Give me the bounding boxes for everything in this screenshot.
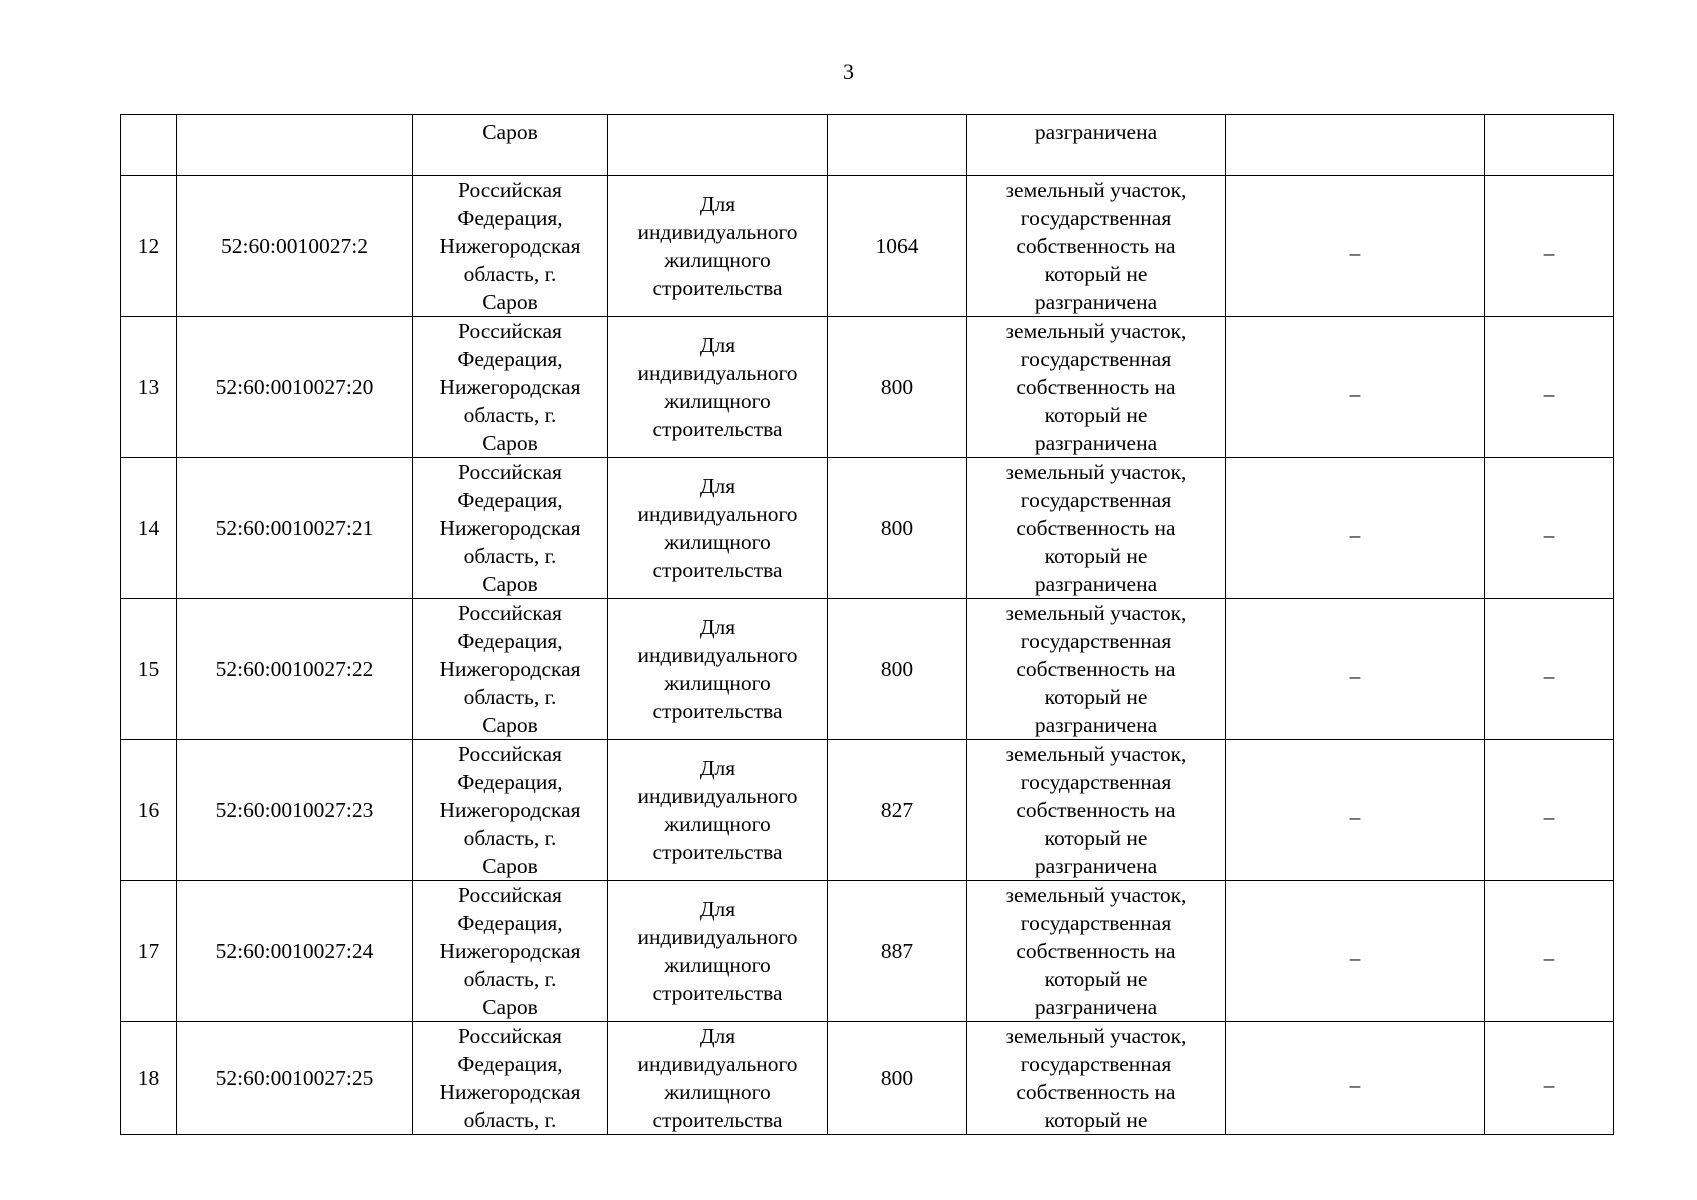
cell-cadastral-number: 52:60:0010027:21 bbox=[177, 458, 413, 599]
cell-no bbox=[121, 115, 177, 176]
cell-address-line: область, г. bbox=[463, 967, 557, 991]
cell-ownership bbox=[967, 599, 1226, 740]
cell-col8: _ bbox=[1485, 317, 1614, 458]
cell-address-line: Саров bbox=[482, 290, 538, 314]
cell-permitted-use-line: жилищного bbox=[664, 1080, 771, 1104]
cell-area: 1064 bbox=[828, 176, 967, 317]
cell-no: 18 bbox=[121, 1022, 177, 1135]
cell-ownership-line: который не bbox=[1044, 685, 1148, 709]
cell-cadastral-number: 52:60:0010027:20 bbox=[177, 317, 413, 458]
cell-area: 800 bbox=[828, 458, 967, 599]
cell-address-line: область, г. bbox=[463, 262, 557, 286]
cell-col8: _ bbox=[1485, 1022, 1614, 1135]
cell-ownership-line: который не bbox=[1044, 544, 1148, 568]
cell-ownership-line: собственность на bbox=[1016, 234, 1176, 258]
cell-ownership-line: государственная bbox=[1020, 770, 1172, 794]
cell-ownership bbox=[967, 1022, 1226, 1135]
cell-cadastral-number: 52:60:0010027:2 bbox=[177, 176, 413, 317]
cell-cadastral-number: 52:60:0010027:25 bbox=[177, 1022, 413, 1135]
cell-address-line: Федерация, bbox=[457, 1052, 563, 1076]
cell-col8: _ bbox=[1485, 740, 1614, 881]
cell-address-line: область, г. bbox=[463, 1108, 557, 1132]
cell-ownership-line: разграничена bbox=[1034, 572, 1158, 596]
cell-ownership-line: земельный участок, bbox=[1005, 460, 1187, 484]
cell-address-line: Российская bbox=[458, 1024, 562, 1048]
cell-col7: _ bbox=[1226, 740, 1485, 881]
cell-permitted-use bbox=[608, 176, 828, 317]
cell-address-line: Саров bbox=[482, 431, 538, 455]
cell-permitted-use-line: жилищного bbox=[664, 248, 771, 272]
cell-ownership-line: который не bbox=[1044, 826, 1148, 850]
cell-permitted-use-line: жилищного bbox=[664, 812, 771, 836]
cell-address-line: область, г. bbox=[463, 544, 557, 568]
cell-permitted-use bbox=[608, 115, 828, 176]
cell-address-line: Саров bbox=[482, 572, 538, 596]
table-row bbox=[121, 881, 1614, 1022]
cell-permitted-use bbox=[608, 599, 828, 740]
cell-permitted-use bbox=[608, 1022, 828, 1135]
cell-permitted-use-line: индивидуального bbox=[637, 643, 798, 667]
cell-ownership-line: государственная bbox=[1020, 347, 1172, 371]
table-row bbox=[121, 176, 1614, 317]
cell-ownership bbox=[967, 458, 1226, 599]
cell-ownership-line: собственность на bbox=[1016, 798, 1176, 822]
cell-permitted-use-line: Для bbox=[699, 192, 736, 216]
land-plot-table bbox=[120, 114, 1614, 1135]
cell-col8: _ bbox=[1485, 881, 1614, 1022]
cell-ownership-line: земельный участок, bbox=[1005, 1024, 1187, 1048]
cell-permitted-use bbox=[608, 458, 828, 599]
cell-permitted-use-line: Для bbox=[699, 474, 736, 498]
cell-ownership-line: собственность на bbox=[1016, 939, 1176, 963]
cell-address-line: Федерация, bbox=[457, 206, 563, 230]
cell-col8: _ bbox=[1485, 176, 1614, 317]
cell-permitted-use-line: индивидуального bbox=[637, 925, 798, 949]
continuation-row bbox=[121, 115, 1614, 176]
cell-address-line: Федерация, bbox=[457, 629, 563, 653]
cell-col7: _ bbox=[1226, 317, 1485, 458]
cell-permitted-use-line: строительства bbox=[652, 981, 783, 1005]
cell-address bbox=[413, 599, 608, 740]
cell-address-line: Российская bbox=[458, 178, 562, 202]
cell-address-line: Нижегородская bbox=[439, 1080, 581, 1104]
cell-address-line: область, г. bbox=[463, 685, 557, 709]
cell-ownership-line: земельный участок, bbox=[1005, 319, 1187, 343]
cell-no: 13 bbox=[121, 317, 177, 458]
cell-col7: _ bbox=[1226, 1022, 1485, 1135]
cell-col8: _ bbox=[1485, 599, 1614, 740]
cell-ownership-line: разграничена bbox=[1034, 431, 1158, 455]
cell-address-line: Российская bbox=[458, 319, 562, 343]
cell-permitted-use-line: индивидуального bbox=[637, 1052, 798, 1076]
cell-col8 bbox=[1485, 115, 1614, 176]
cell-address-line: Нижегородская bbox=[439, 234, 581, 258]
cell-ownership-line: земельный участок, bbox=[1005, 601, 1187, 625]
cell-ownership-line: государственная bbox=[1020, 911, 1172, 935]
cell-permitted-use-line: жилищного bbox=[664, 389, 771, 413]
cell-ownership bbox=[967, 740, 1226, 881]
cell-ownership-line: который не bbox=[1044, 967, 1148, 991]
cell-address-line: Нижегородская bbox=[439, 516, 581, 540]
cell-address-line: Российская bbox=[458, 883, 562, 907]
cell-permitted-use-line: строительства bbox=[652, 1108, 783, 1132]
cell-permitted-use-line: строительства bbox=[652, 840, 783, 864]
cell-address: Саров bbox=[413, 115, 608, 176]
cell-permitted-use-line: Для bbox=[699, 1024, 736, 1048]
cell-address-line: Федерация, bbox=[457, 770, 563, 794]
cell-ownership-line: разграничена bbox=[1034, 290, 1158, 314]
cell-col7 bbox=[1226, 115, 1485, 176]
cell-address-line: область, г. bbox=[463, 826, 557, 850]
cell-cadastral-number: 52:60:0010027:23 bbox=[177, 740, 413, 881]
cell-address-line: Нижегородская bbox=[439, 657, 581, 681]
cell-address-line: Саров bbox=[482, 995, 538, 1019]
cell-ownership-line: разграничена bbox=[1034, 713, 1158, 737]
cell-no: 14 bbox=[121, 458, 177, 599]
cell-ownership-line: земельный участок, bbox=[1005, 178, 1187, 202]
cell-no: 16 bbox=[121, 740, 177, 881]
cell-permitted-use bbox=[608, 317, 828, 458]
cell-address-line: Нижегородская bbox=[439, 798, 581, 822]
cell-ownership-line: разграничена bbox=[1034, 854, 1158, 878]
cell-address-line: Российская bbox=[458, 460, 562, 484]
cell-ownership-line: государственная bbox=[1020, 206, 1172, 230]
cell-address-line: Федерация, bbox=[457, 347, 563, 371]
cell-no: 15 bbox=[121, 599, 177, 740]
table-row bbox=[121, 740, 1614, 881]
cell-permitted-use-line: Для bbox=[699, 756, 736, 780]
cell-ownership-line: который не bbox=[1044, 1108, 1148, 1132]
cell-ownership-line: земельный участок, bbox=[1005, 742, 1187, 766]
cell-address bbox=[413, 881, 608, 1022]
cell-address-line: область, г. bbox=[463, 403, 557, 427]
cell-ownership-line: разграничена bbox=[1034, 995, 1158, 1019]
cell-area: 827 bbox=[828, 740, 967, 881]
cell-address bbox=[413, 317, 608, 458]
cell-permitted-use bbox=[608, 881, 828, 1022]
cell-permitted-use-line: строительства bbox=[652, 276, 783, 300]
cell-permitted-use-line: Для bbox=[699, 897, 736, 921]
cell-address-line: Российская bbox=[458, 601, 562, 625]
cell-permitted-use-line: жилищного bbox=[664, 530, 771, 554]
cell-cadastral-number: 52:60:0010027:24 bbox=[177, 881, 413, 1022]
cell-permitted-use-line: индивидуального bbox=[637, 502, 798, 526]
cell-permitted-use-line: строительства bbox=[652, 558, 783, 582]
cell-address bbox=[413, 1022, 608, 1135]
cell-ownership bbox=[967, 881, 1226, 1022]
cell-permitted-use-line: индивидуального bbox=[637, 220, 798, 244]
cell-permitted-use-line: жилищного bbox=[664, 953, 771, 977]
cell-permitted-use-line: строительства bbox=[652, 417, 783, 441]
cell-address bbox=[413, 176, 608, 317]
cell-ownership-line: государственная bbox=[1020, 488, 1172, 512]
cell-ownership-line: собственность на bbox=[1016, 1080, 1176, 1104]
cell-area: 800 bbox=[828, 317, 967, 458]
cell-ownership-line: государственная bbox=[1020, 629, 1172, 653]
cell-ownership-line: собственность на bbox=[1016, 375, 1176, 399]
table-body bbox=[121, 115, 1614, 1135]
cell-ownership bbox=[967, 317, 1226, 458]
cell-address bbox=[413, 458, 608, 599]
cell-area: 887 bbox=[828, 881, 967, 1022]
cell-ownership-line: который не bbox=[1044, 262, 1148, 286]
cell-ownership-line: который не bbox=[1044, 403, 1148, 427]
cell-ownership-line: собственность на bbox=[1016, 516, 1176, 540]
cell-col7: _ bbox=[1226, 176, 1485, 317]
cell-col7: _ bbox=[1226, 599, 1485, 740]
table-row bbox=[121, 317, 1614, 458]
cell-ownership: разграничена bbox=[967, 115, 1226, 176]
cell-ownership-line: земельный участок, bbox=[1005, 883, 1187, 907]
cell-ownership-line: собственность на bbox=[1016, 657, 1176, 681]
cell-permitted-use-line: индивидуального bbox=[637, 784, 798, 808]
cell-address-line: Нижегородская bbox=[439, 375, 581, 399]
cell-address bbox=[413, 740, 608, 881]
cell-no: 17 bbox=[121, 881, 177, 1022]
page-number: 3 bbox=[843, 59, 854, 84]
cell-cadastral-number bbox=[177, 115, 413, 176]
cell-area: 800 bbox=[828, 599, 967, 740]
cell-col8: _ bbox=[1485, 458, 1614, 599]
cell-area: 800 bbox=[828, 1022, 967, 1135]
cell-ownership-line: государственная bbox=[1020, 1052, 1172, 1076]
cell-address-line: Российская bbox=[458, 742, 562, 766]
cell-permitted-use-line: жилищного bbox=[664, 671, 771, 695]
cell-permitted-use-line: индивидуального bbox=[637, 361, 798, 385]
cell-cadastral-number: 52:60:0010027:22 bbox=[177, 599, 413, 740]
cell-area bbox=[828, 115, 967, 176]
cell-permitted-use-line: Для bbox=[699, 333, 736, 357]
cell-ownership bbox=[967, 176, 1226, 317]
table-row bbox=[121, 599, 1614, 740]
table-row bbox=[121, 1022, 1614, 1135]
cell-permitted-use-line: Для bbox=[699, 615, 736, 639]
cell-address-line: Саров bbox=[482, 854, 538, 878]
cell-address-line: Нижегородская bbox=[439, 939, 581, 963]
cell-address-line: Саров bbox=[482, 713, 538, 737]
cell-address-line: Федерация, bbox=[457, 911, 563, 935]
cell-col7: _ bbox=[1226, 881, 1485, 1022]
cell-no: 12 bbox=[121, 176, 177, 317]
cell-col7: _ bbox=[1226, 458, 1485, 599]
cell-permitted-use bbox=[608, 740, 828, 881]
table-row bbox=[121, 458, 1614, 599]
cell-permitted-use-line: строительства bbox=[652, 699, 783, 723]
cell-address-line: Федерация, bbox=[457, 488, 563, 512]
